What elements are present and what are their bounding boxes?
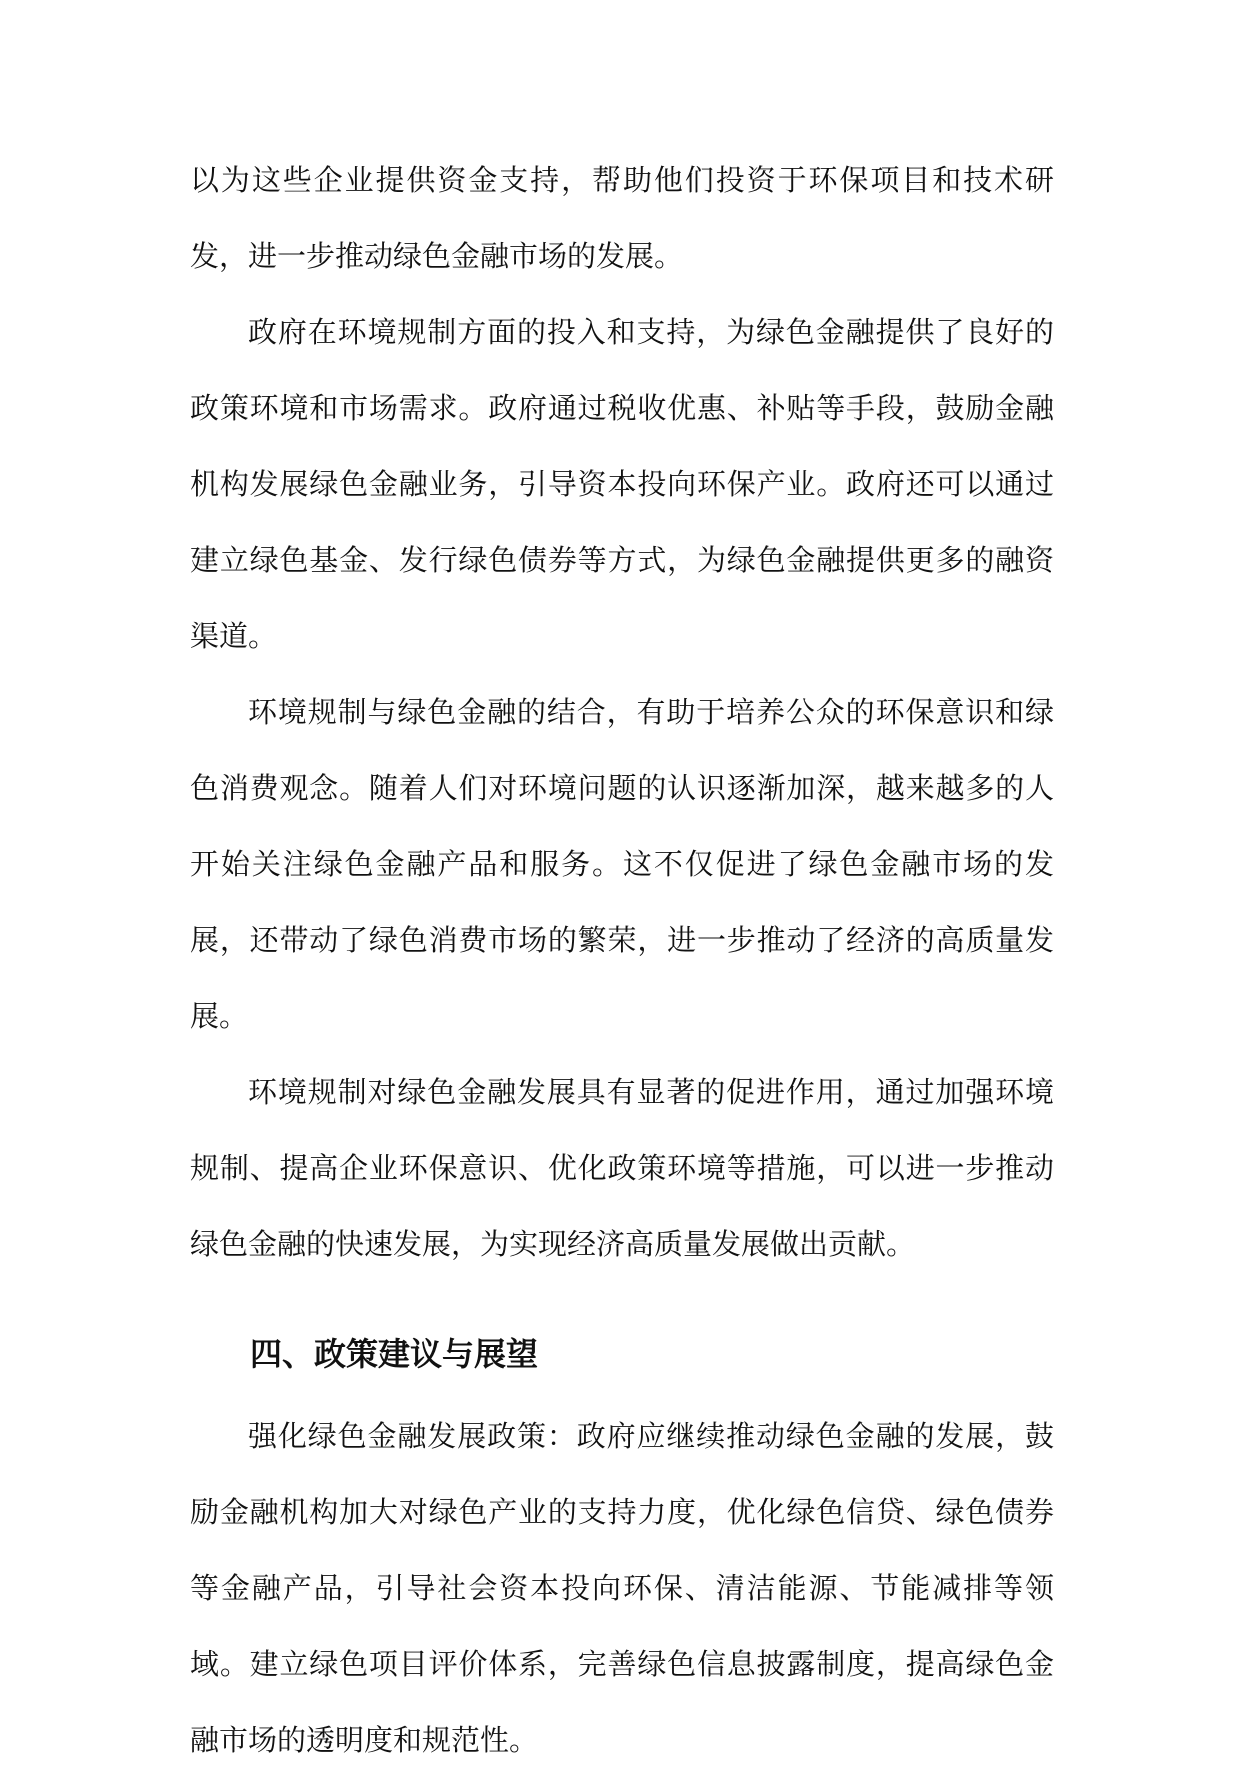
- paragraph-public-awareness: 环境规制与绿色金融的结合，有助于培养公众的环保意识和绿色消费观念。随着人们对环境问题的认识逐渐加深，越来越多的人开始关注绿色金融产品和服务。这不仅促进了绿色金融市场的发展，还带动了绿色消费市场的繁荣，进一步推动了经济的高质量发展。: [190, 695, 1054, 1033]
- paragraph-government-support: 政府在环境规制方面的投入和支持，为绿色金融提供了良好的政策环境和市场需求。政府通过税收优惠、补贴等手段，鼓励金融机构发展绿色金融业务，引导资本投向环保产业。政府还可以通过建立绿色基金、发行绿色债券等方式，为绿色金融提供更多的融资渠道。: [190, 315, 1054, 653]
- paragraph-conclusion: 环境规制对绿色金融发展具有显著的促进作用，通过加强环境规制、提高企业环保意识、优化政策环境等措施，可以进一步推动绿色金融的快速发展，为实现经济高质量发展做出贡献。: [190, 1075, 1054, 1261]
- paragraph-policy-suggestion: 强化绿色金融发展政策：政府应继续推动绿色金融的发展，鼓励金融机构加大对绿色产业的支持力度，优化绿色信贷、绿色债券等金融产品，引导社会资本投向环保、清洁能源、节能减排等领域。建立绿色项目评价体系，完善绿色信息披露制度，提高绿色金融市场的透明度和规范性。: [190, 1419, 1054, 1757]
- section-heading: 四、政策建议与展望: [250, 1335, 539, 1373]
- paragraph-continuation: 以为这些企业提供资金支持，帮助他们投资于环保项目和技术研发，进一步推动绿色金融市场的发展。: [190, 163, 1054, 273]
- document-body: [190, 142, 1054, 1778]
